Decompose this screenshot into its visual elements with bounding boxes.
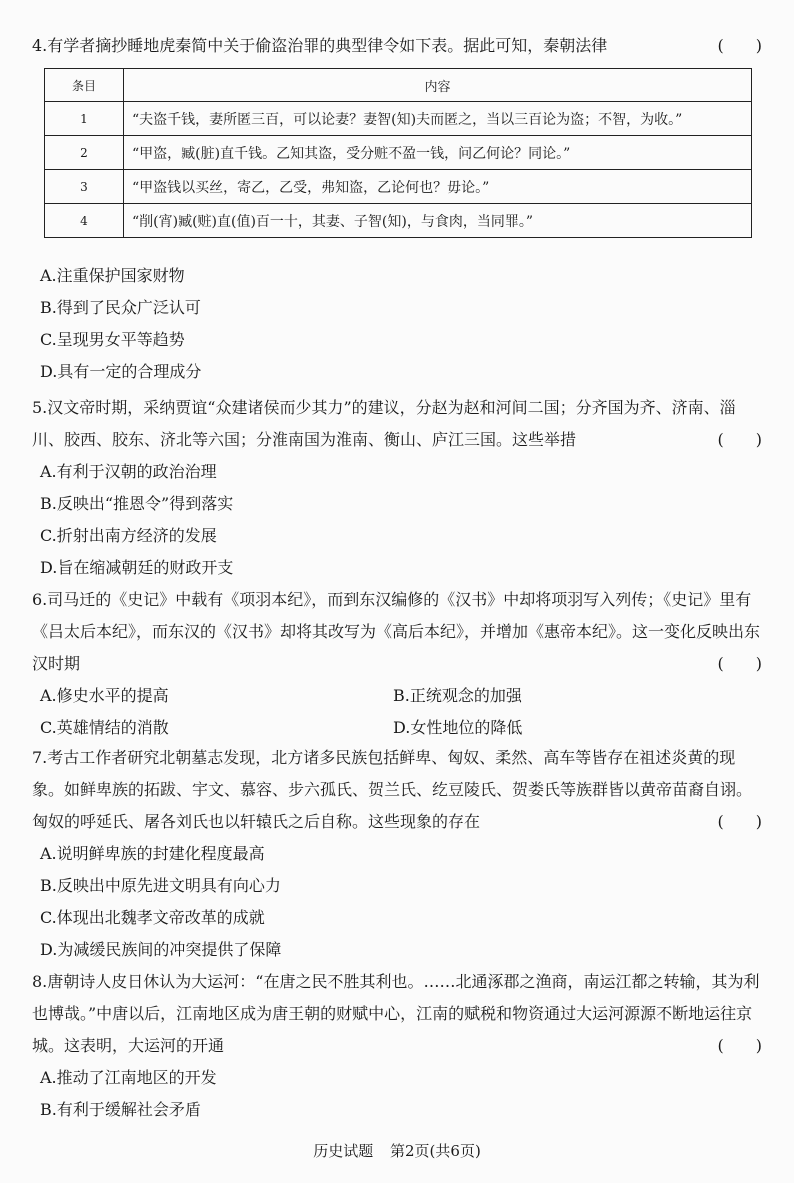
question-6-stem: 6.司马迁的《史记》中载有《项羽本纪》，而到东汉编修的《汉书》中却将项羽写入列传；《史记》里有《吕太后本纪》，而东汉的《汉书》却将其改写为《高后本纪》，并增加《惠帝本纪》。这一变化反映出东汉时期 bbox=[32, 590, 761, 673]
answer-paren: ( ) bbox=[717, 36, 762, 55]
option-c: C.体现出北魏孝文帝改革的成就 bbox=[40, 908, 265, 927]
law-table bbox=[44, 68, 752, 238]
options-row bbox=[32, 712, 762, 744]
question-4-stem: 4.有学者摘抄睡地虎秦简中关于偷盗治罪的典型律令如下表。据此可知，秦朝法律 bbox=[32, 36, 608, 55]
option-a: A.说明鲜卑族的封建化程度最高 bbox=[40, 844, 265, 863]
question-5 bbox=[32, 392, 762, 584]
table-cell-content: “夫盗千钱，妻所匿三百，可以论妻？妻智(知)夫而匿之，当以三百论为盗；不智，为收。” bbox=[124, 102, 752, 136]
question-7-stem: 7.考古工作者研究北朝墓志发现，北方诸多民族包括鲜卑、匈奴、柔然、高车等皆存在祖述炎黄的现象。如鲜卑族的拓跋、宇文、慕容、步六孤氏、贺兰氏、纥豆陵氏、贺娄氏等族群皆以黄帝苗裔自诩。匈奴的呼延氏、屠各刘氏也以轩辕氏之后自称。这些现象的存在 bbox=[32, 748, 753, 831]
table-header-content: 内容 bbox=[124, 69, 752, 102]
option-a: A.注重保护国家财物 bbox=[40, 266, 185, 285]
option-d: D.为减缓民族间的冲突提供了保障 bbox=[40, 940, 282, 959]
table-cell-item: 4 bbox=[45, 204, 124, 238]
option-a: A.修史水平的提高 bbox=[40, 686, 169, 705]
question-8-stem: 8.唐朝诗人皮日休认为大运河：“在唐之民不胜其利也。……北通涿郡之渔商，南运江都之转输，其为利也博哉。”中唐以后，江南地区成为唐王朝的财赋中心，江南的赋税和物资通过大运河源源不断地运往京城。这表明，大运河的开通 bbox=[32, 972, 760, 1055]
table-row bbox=[45, 102, 752, 136]
option-b: B.正统观念的加强 bbox=[393, 686, 522, 705]
table-row bbox=[45, 136, 752, 170]
table-cell-content: “甲盗钱以买丝，寄乙，乙受，弗知盗，乙论何也？毋论。” bbox=[124, 170, 752, 204]
question-7 bbox=[32, 742, 762, 966]
table-header-item: 条目 bbox=[45, 69, 124, 102]
table-cell-item: 1 bbox=[45, 102, 124, 136]
option-c: C.折射出南方经济的发展 bbox=[40, 526, 217, 545]
table-header-row bbox=[45, 69, 752, 102]
answer-paren: ( ) bbox=[717, 654, 762, 673]
option-d: D.具有一定的合理成分 bbox=[40, 362, 202, 381]
question-4-options bbox=[32, 260, 762, 388]
footer-page-number: 第2页(共6页) bbox=[390, 1142, 481, 1160]
footer-subject: 历史试题 bbox=[313, 1142, 374, 1160]
option-d: D.旨在缩减朝廷的财政开支 bbox=[40, 558, 234, 577]
option-c: C.呈现男女平等趋势 bbox=[40, 330, 185, 349]
table-cell-content: “甲盗，臧(脏)直千钱。乙知其盗，受分赃不盈一钱，问乙何论？同论。” bbox=[124, 136, 752, 170]
table-cell-item: 3 bbox=[45, 170, 124, 204]
option-b: B.反映出“推恩令”得到落实 bbox=[40, 494, 234, 513]
answer-paren: ( ) bbox=[717, 1036, 762, 1055]
table-cell-content: “削(宵)臧(赃)直(值)百一十，其妻、子智(知)，与食肉，当同罪。” bbox=[124, 204, 752, 238]
option-b: B.得到了民众广泛认可 bbox=[40, 298, 201, 317]
table-row bbox=[45, 204, 752, 238]
table-row bbox=[45, 170, 752, 204]
options-row bbox=[32, 680, 762, 712]
table-cell-item: 2 bbox=[45, 136, 124, 170]
answer-paren: ( ) bbox=[717, 812, 762, 831]
answer-paren: ( ) bbox=[717, 430, 762, 449]
question-4 bbox=[32, 30, 762, 62]
option-d: D.女性地位的降低 bbox=[393, 718, 523, 737]
option-c: C.英雄情结的消散 bbox=[40, 718, 169, 737]
question-8 bbox=[32, 966, 762, 1126]
option-b: B.反映出中原先进文明具有向心力 bbox=[40, 876, 281, 895]
option-a: A.推动了江南地区的开发 bbox=[40, 1068, 217, 1087]
question-6 bbox=[32, 584, 762, 744]
page-footer bbox=[0, 1140, 794, 1161]
option-a: A.有利于汉朝的政治治理 bbox=[40, 462, 217, 481]
option-b: B.有利于缓解社会矛盾 bbox=[40, 1100, 201, 1119]
question-5-stem: 5.汉文帝时期，采纳贾谊“众建诸侯而少其力”的建议，分赵为赵和河间二国；分齐国为齐、济南、淄川、胶西、胶东、济北等六国；分淮南国为淮南、衡山、庐江三国。这些举措 bbox=[32, 398, 736, 449]
